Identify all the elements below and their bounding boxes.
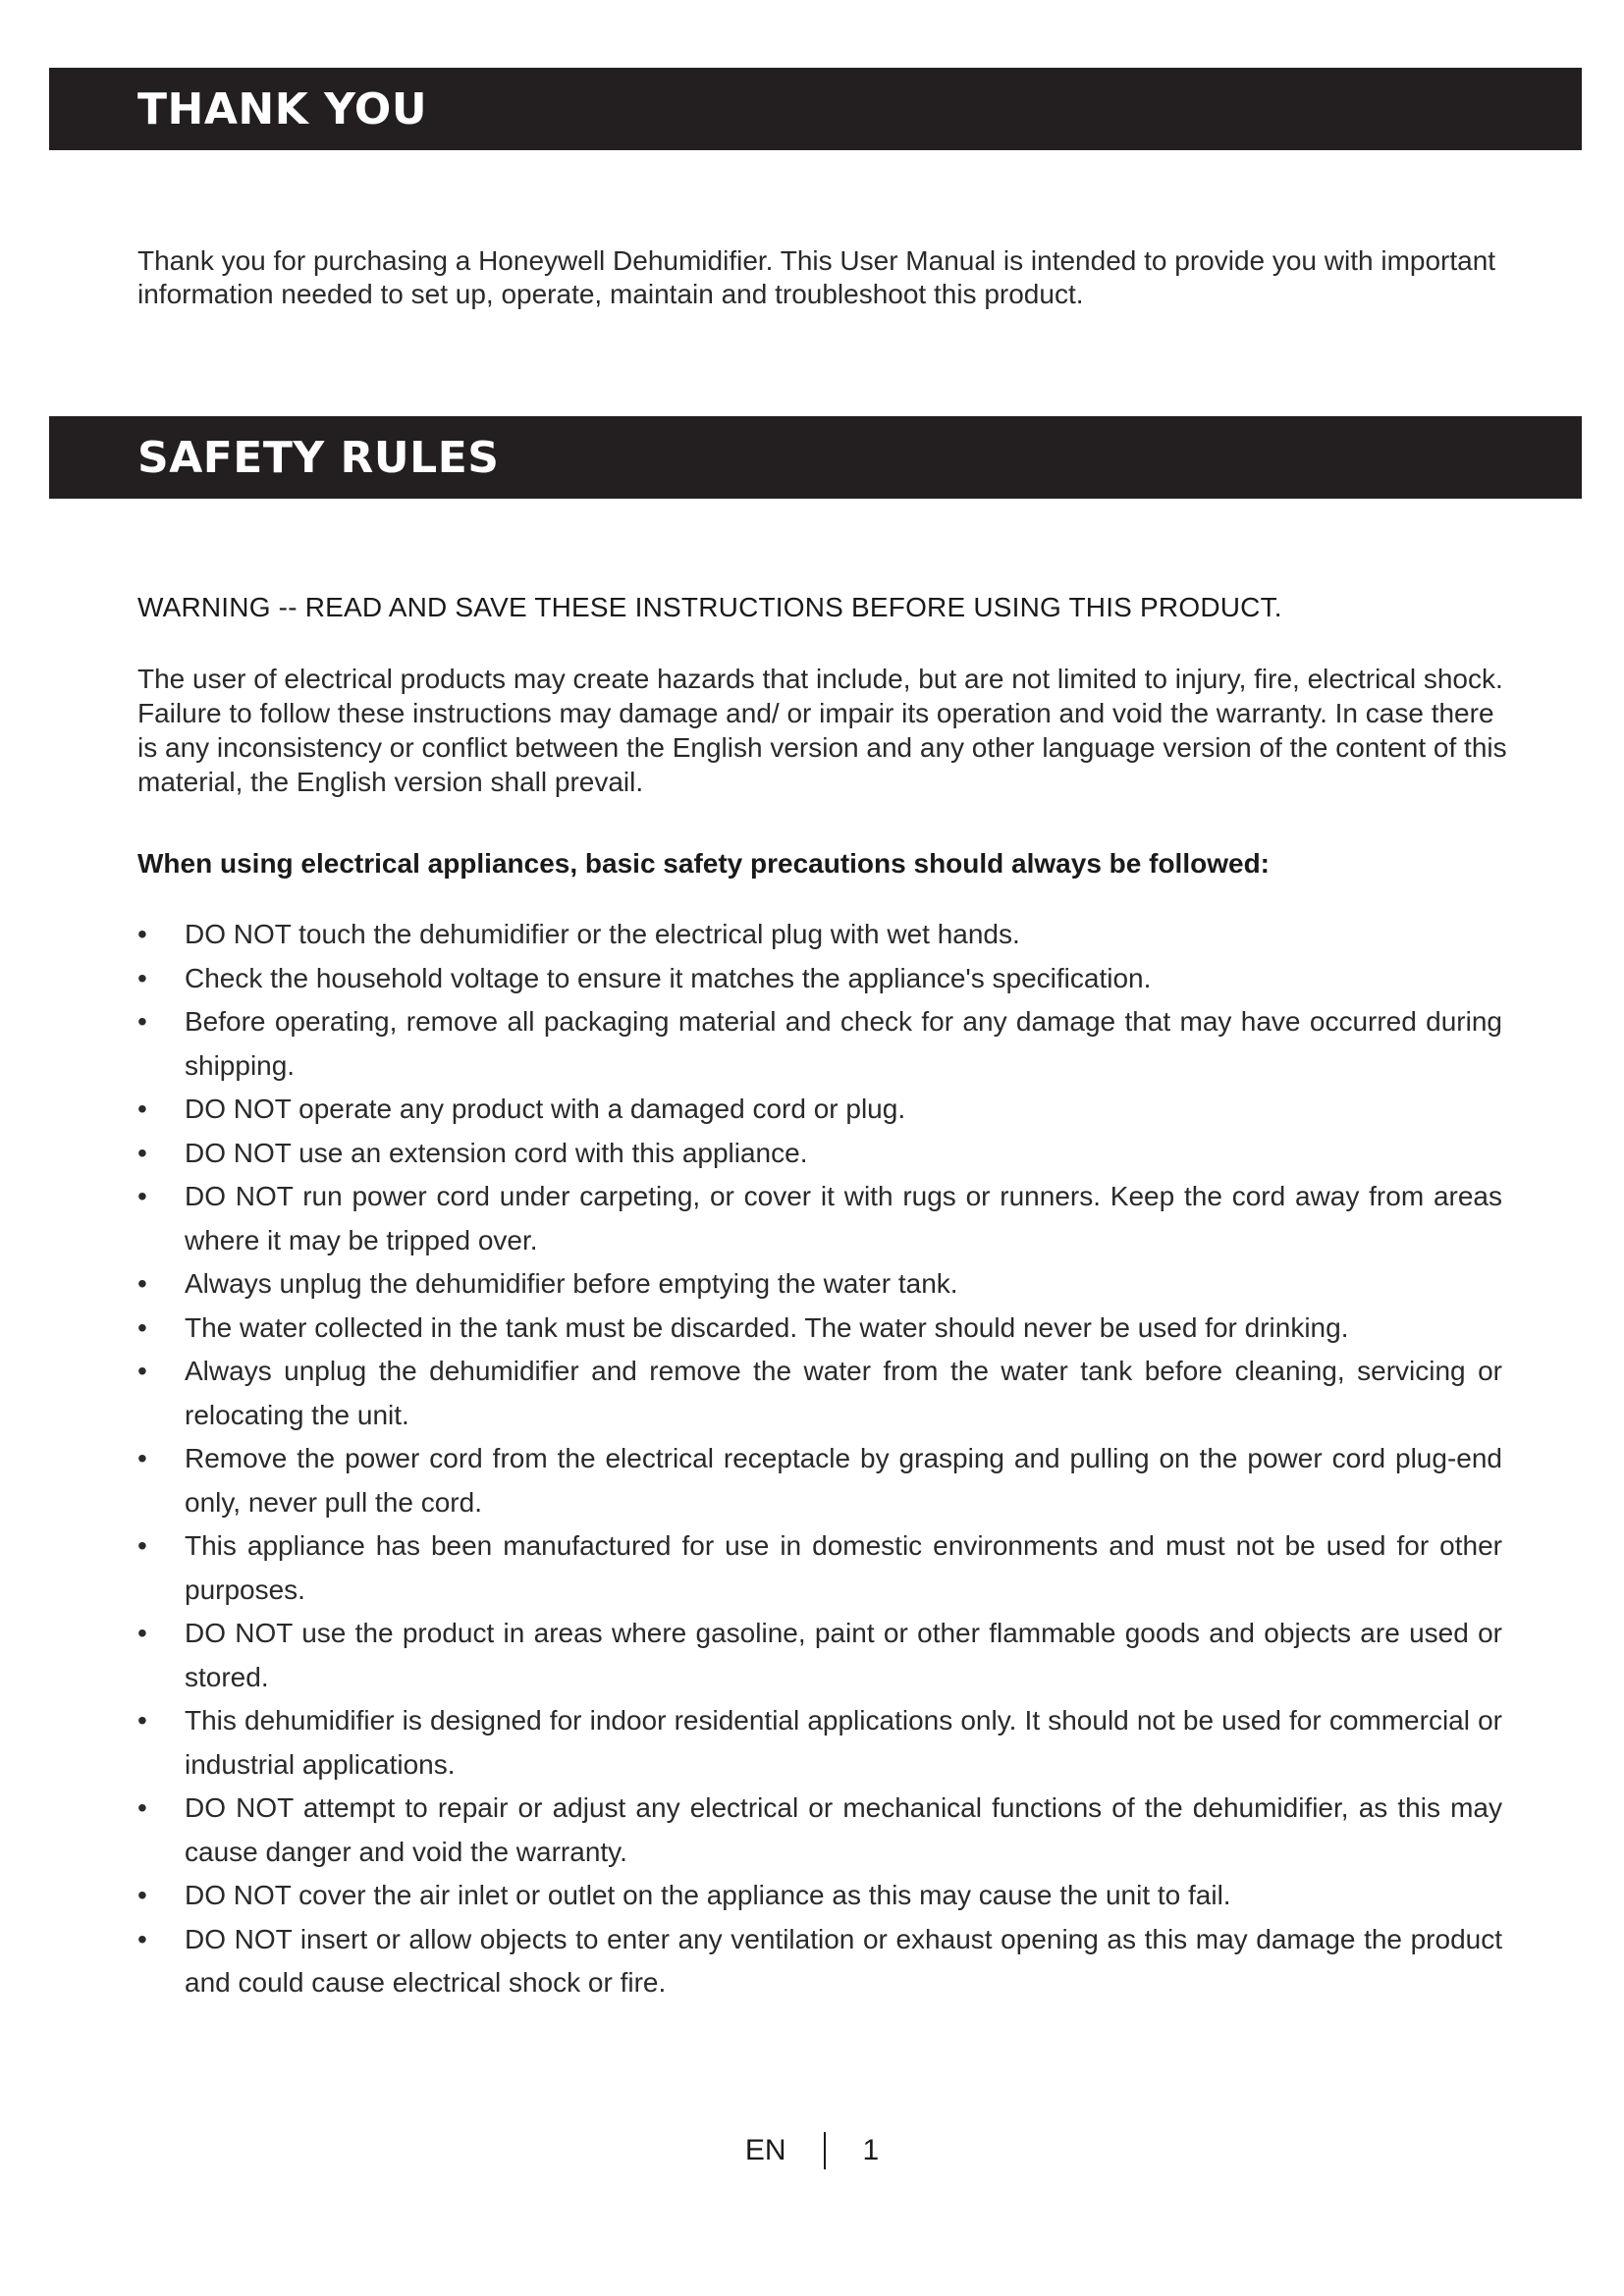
bullet-icon: • — [137, 1137, 147, 1168]
safety-rule-item — [137, 1612, 1502, 1699]
safety-rule-item — [137, 1350, 1502, 1437]
bullet-icon: • — [137, 1880, 147, 1910]
safety-rule-text: DO NOT attempt to repair or adjust any electrical or mechanical functions of the dehumidifier, as this may cause danger and void the warranty. — [185, 1792, 1502, 1867]
bullet-icon: • — [137, 1705, 147, 1735]
bullet-icon: • — [137, 1181, 147, 1211]
safety-rule-item — [137, 1262, 1502, 1307]
thank-you-header-bar — [49, 68, 1582, 150]
safety-rule-text: DO NOT insert or allow objects to enter any ventilation or exhaust opening as this may damage the product and could cause electrical shock or fire. — [185, 1923, 1502, 1998]
safety-rule-text: This dehumidifier is designed for indoor residential applications only. It should not be used for commercial or industrial applications. — [185, 1705, 1502, 1780]
safety-rule-item — [137, 1175, 1502, 1262]
safety-rule-text: DO NOT use the product in areas where gasoline, paint or other flammable goods and objects are used or stored. — [185, 1618, 1502, 1692]
bullet-icon: • — [137, 1006, 147, 1037]
footer-language: EN — [744, 2134, 786, 2166]
bullet-icon: • — [137, 1443, 147, 1473]
safety-rules-header-bar — [49, 416, 1582, 499]
safety-rules-list — [137, 913, 1502, 2005]
safety-rule-item — [137, 1307, 1502, 1351]
safety-rule-text: DO NOT touch the dehumidifier or the electrical plug with wet hands. — [185, 919, 1020, 949]
safety-rule-item — [137, 913, 1502, 957]
bullet-icon: • — [137, 1923, 147, 1954]
safety-rules-title: SAFETY RULES — [137, 432, 500, 483]
warning-heading: WARNING -- READ AND SAVE THESE INSTRUCTIONS BEFORE USING THIS PRODUCT. — [137, 592, 1282, 622]
safety-rule-item — [137, 1088, 1502, 1132]
safety-rule-text: The water collected in the tank must be discarded. The water should never be used for drinking. — [185, 1311, 1349, 1343]
safety-rule-item — [137, 1132, 1502, 1176]
warning-body: The user of electrical products may create hazards that include, but are not limited to injury, fire, electrical shock. Failure to follow these instructions may damage and/ or impair its operation and void the warranty. In case there is any inconsistency or conflict between the English version and any other language version of the content of this material, the English version shall prevail. — [137, 664, 1507, 797]
thank-you-title: THANK YOU — [137, 83, 428, 134]
safety-rule-text: Before operating, remove all packaging material and check for any damage that may have occurred during shipping. — [185, 1006, 1502, 1081]
safety-rule-text: DO NOT run power cord under carpeting, or cover it with rugs or runners. Keep the cord away from areas where it may be tripped over. — [185, 1181, 1502, 1255]
bullet-icon: • — [137, 1618, 147, 1648]
footer-page-number: 1 — [862, 2134, 880, 2166]
safety-rule-item — [137, 1787, 1502, 1874]
safety-rule-item — [137, 1000, 1502, 1088]
safety-rule-item — [137, 1699, 1502, 1787]
safety-rule-item — [137, 957, 1502, 1001]
safety-rule-text: Always unplug the dehumidifier before emptying the water tank. — [185, 1268, 958, 1299]
precautions-heading: When using electrical appliances, basic safety precautions should always be followed: — [137, 848, 1270, 879]
safety-rule-text: DO NOT operate any product with a damaged cord or plug. — [185, 1094, 906, 1124]
thank-you-body: Thank you for purchasing a Honeywell Dehumidifier. This User Manual is intended to provide you with important information needed to set up, operate, maintain and troubleshoot this product. — [137, 245, 1496, 309]
bullet-icon: • — [137, 1268, 147, 1299]
bullet-icon: • — [137, 1311, 147, 1343]
safety-rule-item — [137, 1437, 1502, 1524]
bullet-icon: • — [137, 1530, 147, 1561]
safety-rule-item — [137, 1524, 1502, 1612]
safety-rule-item — [137, 1918, 1502, 2005]
safety-rule-text: Remove the power cord from the electrical receptacle by grasping and pulling on the power cord plug-end only, never pull the cord. — [185, 1443, 1502, 1518]
safety-rule-item — [137, 1874, 1502, 1918]
bullet-icon: • — [137, 1094, 147, 1124]
safety-rule-text: Check the household voltage to ensure it matches the appliance's specification. — [185, 962, 1152, 993]
bullet-icon: • — [137, 1356, 147, 1386]
safety-rule-text: DO NOT cover the air inlet or outlet on the appliance as this may cause the unit to fail. — [185, 1880, 1231, 1910]
safety-rule-text: Always unplug the dehumidifier and remove the water from the water tank before cleaning, servicing or relocating the unit. — [185, 1356, 1502, 1430]
safety-rule-text: This appliance has been manufactured for use in domestic environments and must not be used for other purposes. — [185, 1530, 1502, 1605]
safety-rule-text: DO NOT use an extension cord with this appliance. — [185, 1137, 808, 1168]
footer-divider — [824, 2132, 826, 2169]
page-footer — [0, 2132, 1624, 2169]
bullet-icon: • — [137, 919, 147, 949]
bullet-icon: • — [137, 962, 147, 993]
bullet-icon: • — [137, 1792, 147, 1823]
